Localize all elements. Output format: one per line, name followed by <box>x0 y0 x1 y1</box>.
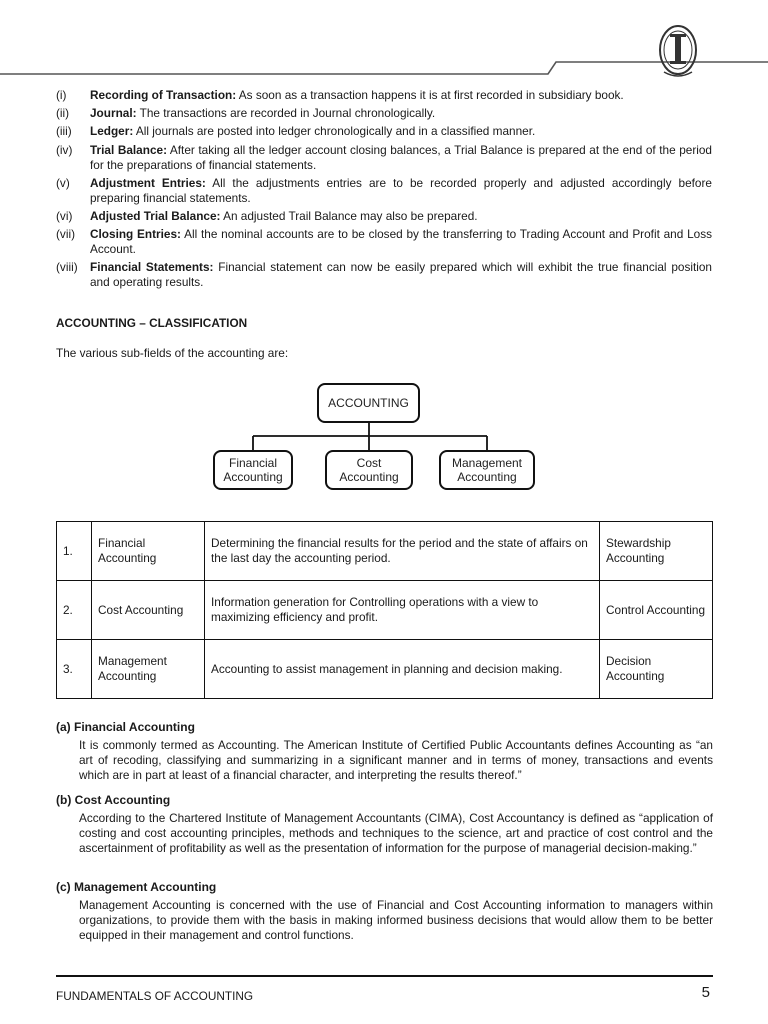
footer-rule <box>56 975 713 977</box>
footer-title: FUNDAMENTALS OF ACCOUNTING <box>56 989 254 1003</box>
management-accounting-section <box>56 880 713 943</box>
intro-text: The various sub-fields of the accounting are: <box>56 346 289 360</box>
classification-table <box>56 521 713 699</box>
institute-logo <box>656 22 700 82</box>
section-heading: (b) Cost Accounting <box>56 793 171 807</box>
list-item: (iv) Trial Balance: After taking all the ledger account closing balances, a Trial Balance is prepared at the end of the period for the preparations of financial statements. <box>56 142 712 172</box>
financial-accounting-section <box>56 720 713 783</box>
list-item: (vi) Adjusted Trial Balance: An adjusted Trail Balance may also be prepared. <box>56 208 478 223</box>
list-item: (ii) Journal: The transactions are recorded in Journal chronologically. <box>56 106 436 121</box>
cost-accounting-section <box>56 793 713 856</box>
table-row: 1. Financial Accounting Determining the financial results for the period and the state of affairs on the last day the accounting period. Stewardship Accounting <box>57 522 713 581</box>
header-rule <box>0 0 768 90</box>
section-body: Management Accounting is concerned with the use of Financial and Cost Accounting information to managers within organizations, to provide them with the basis in making informed business decisions that would allow them to be better equipped in their management and control functions. <box>79 898 713 942</box>
list-item: (iii) Ledger: All journals are posted into ledger chronologically and in a classified manner. <box>56 124 536 139</box>
diagram-financial-box: Financial Accounting <box>213 450 293 490</box>
section-heading: (a) Financial Accounting <box>56 720 195 734</box>
diagram-management-box: Management Accounting <box>439 450 535 490</box>
list-item: (viii) Financial Statements: Financial statement can now be easily prepared which will exhibit the true financial position and operating results. <box>56 260 712 290</box>
section-body: According to the Chartered Institute of Management Accountants (CIMA), Cost Accountancy is defined as “application of costing and cost accounting principles, methods and techniques to the science, art and practice of cost control and the ascertainment of profitability as well as the presentation of information for the purpose of managerial decision-making.” <box>79 811 713 855</box>
page-number: 5 <box>701 984 710 1001</box>
list-item: (i) Recording of Transaction: As soon as a transaction happens it is at first recorded in subsidiary book. <box>56 88 624 102</box>
diagram-cost-box: Cost Accounting <box>325 450 413 490</box>
classification-diagram <box>200 380 560 495</box>
list-item: (v) Adjustment Entries: All the adjustments entries are to be recorded properly and adjusted accordingly before preparing financial statements. <box>56 175 712 205</box>
table-row: 3. Management Accounting Accounting to assist management in planning and decision making. Decision Accounting <box>57 640 713 699</box>
section-title: ACCOUNTING – CLASSIFICATION <box>56 316 248 330</box>
section-body: It is commonly termed as Accounting. The American Institute of Certified Public Accountants defines Accounting as “an art of recoding, classifying and summarizing in a significant manner and in terms of money, transactions and events which are in part at least of a financial character, and interpreting the results thereof.” <box>79 738 713 782</box>
diagram-root-box: ACCOUNTING <box>317 383 420 423</box>
list-item: (vii) Closing Entries: All the nominal accounts are to be closed by the transferring to Trading Account and Profit and Loss Account. <box>56 227 713 257</box>
table-row: 2. Cost Accounting Information generation for Controlling operations with a view to maximizing efficiency and profit. Control Accounting <box>57 581 713 640</box>
accounting-process-steps <box>56 88 712 294</box>
section-heading: (c) Management Accounting <box>56 880 217 894</box>
